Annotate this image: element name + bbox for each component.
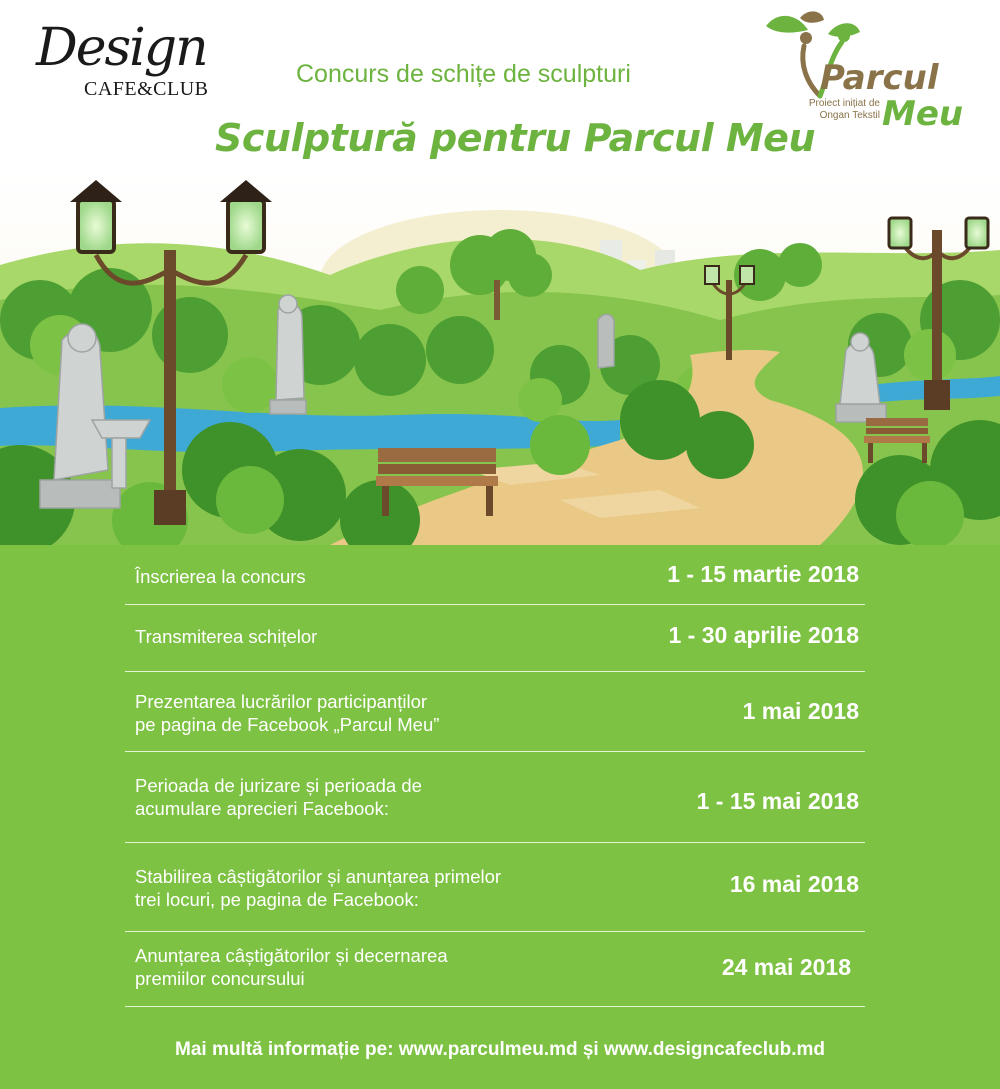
park-scene-graphic (0, 170, 1000, 545)
schedule-row (125, 843, 865, 932)
schedule-label: Stabilirea câștigătorilor și anunțarea primelor trei locuri, pe pagina de Facebook: (135, 866, 502, 910)
schedule-label: Prezentarea lucrărilor participanților pe pagina de Facebook „Parcul Meu” (135, 691, 440, 735)
schedule-row (125, 545, 865, 605)
schedule-label: Înscrierea la concurs (135, 566, 306, 587)
schedule-row (125, 672, 865, 752)
schedule-row (125, 605, 865, 672)
schedule-date: 1 - 30 aprilie 2018 (668, 622, 859, 648)
design-logo-script: Design (36, 18, 207, 78)
contest-subtitle: Concurs de schițe de sculpturi (296, 60, 631, 88)
schedule-label: Transmiterea schițelor (135, 626, 318, 647)
design-logo-sub: CAFE&CLUB (84, 78, 209, 100)
parcul-logo-tagline: Proiect inițiat de Ongan Tekstil (808, 98, 880, 121)
schedule-date: 1 mai 2018 (742, 698, 859, 724)
park-illustration (0, 170, 1000, 545)
design-cafe-club-logo (36, 18, 266, 103)
parcul-meu-logo (758, 6, 968, 134)
contest-title: Sculptură pentru Parcul Meu (215, 116, 815, 160)
schedule-label: Perioada de jurizare și perioada de acumulare aprecieri Facebook: (135, 775, 422, 819)
schedule-row (125, 752, 865, 843)
schedule-date: 1 - 15 martie 2018 (667, 561, 859, 587)
more-info-footer: Mai multă informație pe: www.parculmeu.md și www.designcafeclub.md (175, 1039, 825, 1060)
parcul-logo-word-parcul: Parcul (820, 58, 939, 98)
parcul-logo-word-meu: Meu (882, 94, 964, 134)
schedule-date: 16 mai 2018 (729, 871, 859, 897)
contest-schedule (0, 545, 1000, 1089)
schedule-date: 24 mai 2018 (721, 954, 851, 980)
schedule-row (125, 932, 865, 1007)
schedule-date: 1 - 15 mai 2018 (696, 788, 859, 814)
schedule-label: Anunțarea câștigătorilor și decernarea premiilor concursului (135, 945, 448, 989)
